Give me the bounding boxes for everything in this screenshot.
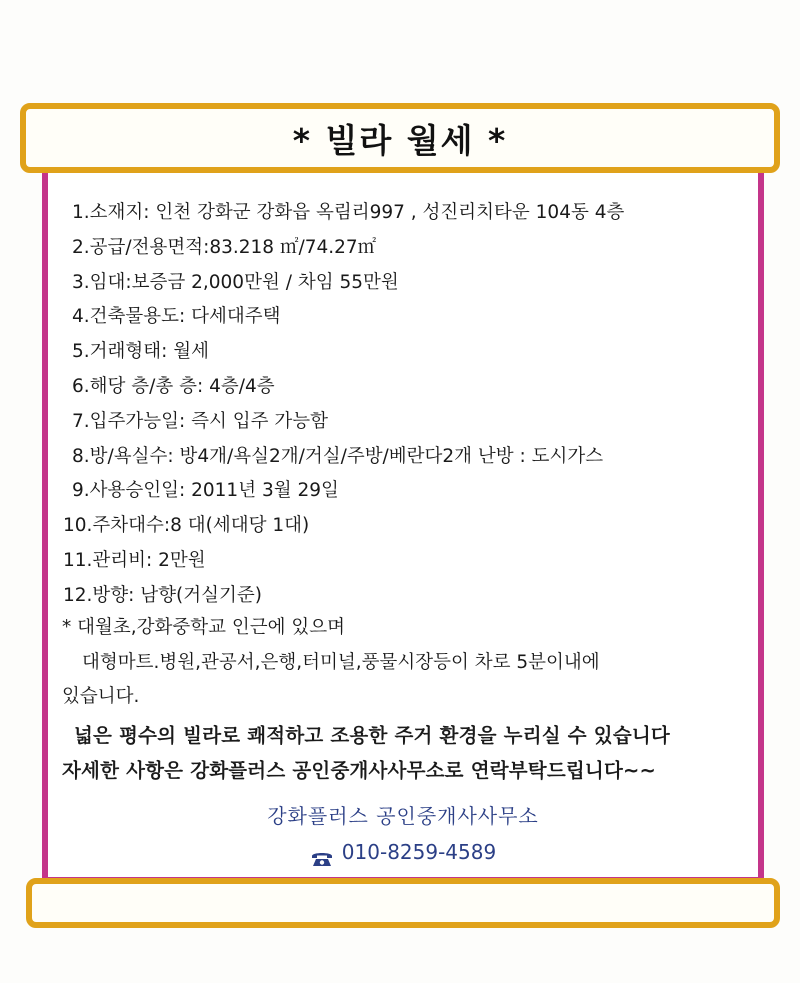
phone-line — [42, 834, 764, 870]
note-line: * 대월초,강화중학교 인근에 있으며 — [62, 617, 345, 638]
listing-details — [63, 196, 762, 614]
detail-rent: 3.임대:보증금 2,000만원 / 차임 55만원 — [72, 271, 399, 293]
detail-direction: 12.방향: 남향(거실기준) — [63, 584, 262, 606]
detail-transaction-type: 5.거래형태: 월세 — [72, 341, 209, 363]
detail-rooms: 8.방/욕실수: 방4개/욕실2개/거실/주방/베란다2개 난방 : 도시가스 — [72, 445, 604, 467]
detail-approval-date: 9.사용승인일: 2011년 3월 29일 — [72, 480, 339, 502]
closing-message — [62, 718, 762, 788]
telephone-icon — [310, 843, 334, 861]
title-banner — [20, 103, 780, 173]
detail-building-use: 4.건축물용도: 다세대주택 — [72, 306, 281, 328]
note-line: 있습니다. — [62, 686, 140, 707]
detail-location: 1.소재지: 인천 강화군 강화읍 옥림리997 , 성진리치타운 104동 4층 — [72, 202, 625, 223]
detail-parking: 10.주차대수:8 대(세대당 1대) — [63, 515, 310, 537]
detail-area: 2.공급/전용면적:83.218 ㎡/74.27㎡ — [72, 236, 377, 258]
location-notes — [62, 611, 762, 715]
page-title: * 빌라 월세 * — [292, 120, 508, 160]
agency-name: 강화플러스 공인중개사사무소 — [267, 804, 539, 828]
bottom-scroll-bar — [26, 878, 780, 928]
detail-management-fee: 11.관리비: 2만원 — [63, 549, 206, 571]
note-line: 대형마트.병원,관공서,은행,터미널,풍물시장등이 차로 5분이내에 — [82, 651, 600, 673]
closing-line: 넓은 평수의 빌라로 쾌적하고 조용한 주거 환경을 누리실 수 있습니다 — [74, 724, 670, 747]
detail-move-in: 7.입주가능일: 즉시 입주 가능함 — [72, 410, 328, 432]
closing-line: 자세한 사항은 강화플러스 공인중개사사무소로 연락부탁드립니다~~ — [62, 759, 657, 782]
agency-phone[interactable]: 010-8259-4589 — [341, 840, 497, 864]
detail-floor: 6.해당 층/총 층: 4층/4층 — [72, 375, 275, 397]
agency-contact — [42, 798, 764, 870]
